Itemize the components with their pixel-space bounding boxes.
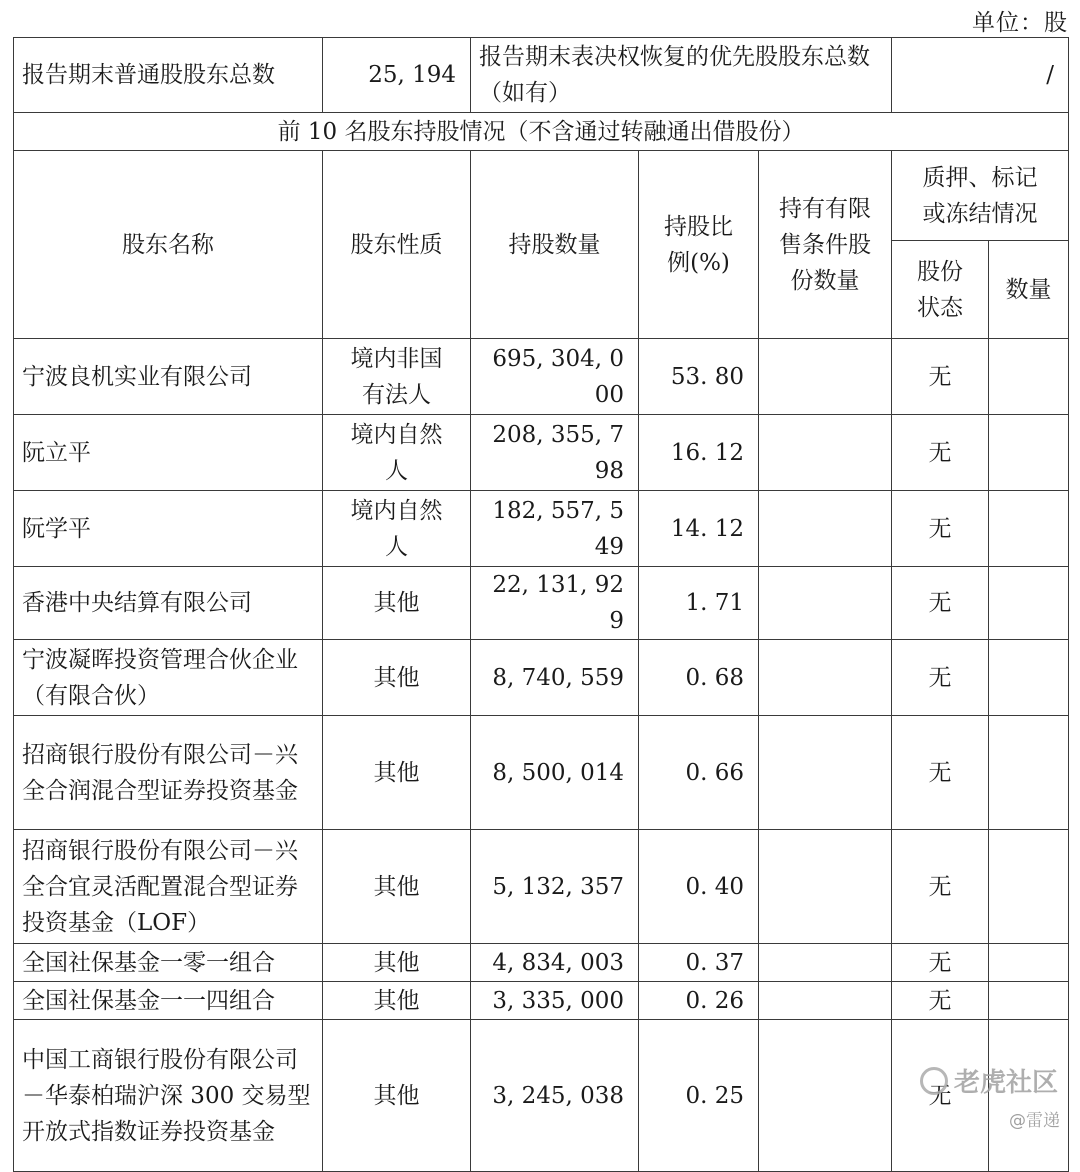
header-pledge: 质押、标记或冻结情况 xyxy=(892,151,1069,241)
table-row xyxy=(14,944,1069,982)
pledge-status: 无 xyxy=(892,982,989,1020)
shareholder-ratio: 1. 71 xyxy=(639,567,759,640)
shareholder-name: 宁波良机实业有限公司 xyxy=(14,339,323,415)
shareholder-shares: 3, 335, 000 xyxy=(471,982,639,1020)
shareholder-nature: 其他 xyxy=(323,944,471,982)
shareholder-name: 宁波凝晖投资管理合伙企业（有限合伙） xyxy=(14,640,323,716)
shareholder-rows xyxy=(14,339,1069,1172)
pledge-status: 无 xyxy=(892,415,989,491)
shareholder-shares: 5, 132, 357 xyxy=(471,830,639,944)
table-row xyxy=(14,716,1069,830)
shareholder-shares: 3, 245, 038 xyxy=(471,1020,639,1172)
shareholder-restricted xyxy=(759,716,892,830)
header-shares: 持股数量 xyxy=(471,151,639,339)
shareholder-ratio: 0. 37 xyxy=(639,944,759,982)
shareholder-ratio: 0. 26 xyxy=(639,982,759,1020)
header-nature: 股东性质 xyxy=(323,151,471,339)
pledge-qty xyxy=(989,1020,1069,1172)
shareholder-shares: 22, 131, 929 xyxy=(471,567,639,640)
pledge-status: 无 xyxy=(892,567,989,640)
summary-row xyxy=(14,38,1069,113)
shareholder-nature: 其他 xyxy=(323,640,471,716)
shareholder-ratio: 0. 40 xyxy=(639,830,759,944)
preferred-holders-value: / xyxy=(892,38,1069,113)
header-pledge-qty: 数量 xyxy=(989,241,1069,339)
table-row xyxy=(14,982,1069,1020)
pledge-qty xyxy=(989,491,1069,567)
pledge-qty xyxy=(989,567,1069,640)
table-row xyxy=(14,415,1069,491)
section-title: 前 10 名股东持股情况（不含通过转融通出借股份） xyxy=(14,113,1069,151)
table-row xyxy=(14,339,1069,415)
shareholder-nature: 其他 xyxy=(323,1020,471,1172)
header-ratio: 持股比例(%) xyxy=(639,151,759,339)
table-row xyxy=(14,640,1069,716)
pledge-status: 无 xyxy=(892,716,989,830)
shareholder-ratio: 0. 66 xyxy=(639,716,759,830)
shareholder-shares: 695, 304, 000 xyxy=(471,339,639,415)
preferred-holders-label: 报告期末表决权恢复的优先股股东总数（如有） xyxy=(471,38,892,113)
unit-label: 单位：股 xyxy=(972,10,1068,36)
pledge-qty xyxy=(989,982,1069,1020)
pledge-status: 无 xyxy=(892,491,989,567)
shareholder-name: 全国社保基金一零一组合 xyxy=(14,944,323,982)
shareholder-table xyxy=(13,37,1069,1172)
shareholder-restricted xyxy=(759,415,892,491)
shareholder-shares: 8, 740, 559 xyxy=(471,640,639,716)
shareholder-restricted xyxy=(759,830,892,944)
pledge-qty xyxy=(989,640,1069,716)
shareholder-restricted xyxy=(759,944,892,982)
shareholder-nature: 境内自然人 xyxy=(323,415,471,491)
shareholder-name: 香港中央结算有限公司 xyxy=(14,567,323,640)
header-pledge-status: 股份状态 xyxy=(892,241,989,339)
pledge-qty xyxy=(989,339,1069,415)
shareholder-nature: 其他 xyxy=(323,567,471,640)
shareholder-ratio: 53. 80 xyxy=(639,339,759,415)
shareholder-nature: 境内自然人 xyxy=(323,491,471,567)
shareholder-restricted xyxy=(759,640,892,716)
pledge-status: 无 xyxy=(892,830,989,944)
table-row xyxy=(14,830,1069,944)
shareholder-ratio: 0. 25 xyxy=(639,1020,759,1172)
shareholder-restricted xyxy=(759,1020,892,1172)
shareholder-name: 中国工商银行股份有限公司－华泰柏瑞沪深 300 交易型开放式指数证券投资基金 xyxy=(14,1020,323,1172)
header-row-1 xyxy=(14,151,1069,241)
shareholder-nature: 境内非国有法人 xyxy=(323,339,471,415)
shareholder-shares: 208, 355, 798 xyxy=(471,415,639,491)
pledge-status: 无 xyxy=(892,944,989,982)
pledge-qty xyxy=(989,716,1069,830)
shareholder-shares: 182, 557, 549 xyxy=(471,491,639,567)
table-row xyxy=(14,491,1069,567)
shareholder-name: 阮学平 xyxy=(14,491,323,567)
shareholder-name: 招商银行股份有限公司－兴全合润混合型证券投资基金 xyxy=(14,716,323,830)
pledge-status: 无 xyxy=(892,640,989,716)
pledge-status: 无 xyxy=(892,1020,989,1172)
shareholder-name: 阮立平 xyxy=(14,415,323,491)
pledge-qty xyxy=(989,415,1069,491)
shareholder-ratio: 14. 12 xyxy=(639,491,759,567)
common-holders-value: 25, 194 xyxy=(323,38,471,113)
shareholder-shares: 8, 500, 014 xyxy=(471,716,639,830)
shareholder-shares: 4, 834, 003 xyxy=(471,944,639,982)
shareholder-restricted xyxy=(759,491,892,567)
table-row xyxy=(14,567,1069,640)
shareholder-nature: 其他 xyxy=(323,830,471,944)
pledge-status: 无 xyxy=(892,339,989,415)
common-holders-label: 报告期末普通股股东总数 xyxy=(14,38,323,113)
pledge-qty xyxy=(989,830,1069,944)
shareholder-nature: 其他 xyxy=(323,982,471,1020)
watermark-author: @雷递 xyxy=(1009,1111,1060,1131)
header-name: 股东名称 xyxy=(14,151,323,339)
shareholder-nature: 其他 xyxy=(323,716,471,830)
watermark-brand: 老虎社区 xyxy=(953,1068,1058,1098)
shareholder-restricted xyxy=(759,339,892,415)
shareholder-ratio: 0. 68 xyxy=(639,640,759,716)
pledge-qty xyxy=(989,944,1069,982)
shareholder-name: 全国社保基金一一四组合 xyxy=(14,982,323,1020)
shareholder-name: 招商银行股份有限公司－兴全合宜灵活配置混合型证券投资基金（LOF） xyxy=(14,830,323,944)
header-restricted: 持有有限售条件股份数量 xyxy=(759,151,892,339)
shareholder-restricted xyxy=(759,567,892,640)
shareholder-restricted xyxy=(759,982,892,1020)
table-row xyxy=(14,1020,1069,1172)
section-title-row xyxy=(14,113,1069,151)
shareholder-ratio: 16. 12 xyxy=(639,415,759,491)
